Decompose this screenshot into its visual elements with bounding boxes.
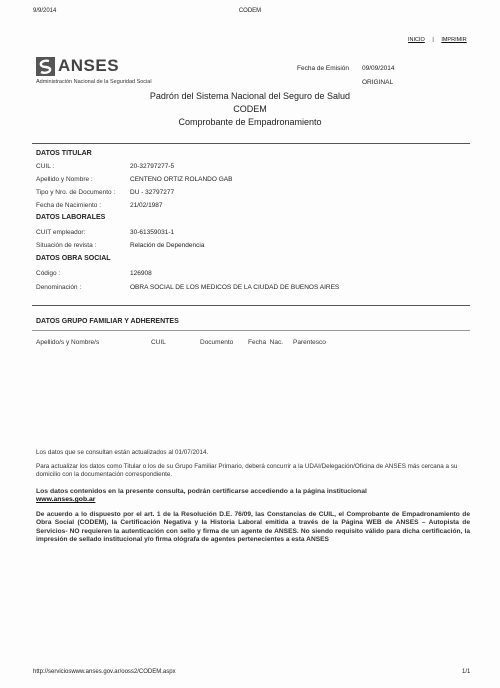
divider-familia	[32, 330, 470, 331]
situacion-label: Situación de revista :	[36, 242, 97, 249]
title-codem: CODEM	[233, 104, 267, 114]
note-certify-text: Los datos contenidos en la presente consulta, podrán certificarse accediendo a la página institucional	[36, 488, 367, 495]
cuit-value: 30-61359031-1	[130, 229, 175, 236]
anses-logo	[36, 57, 55, 81]
emission-label: Fecha de Emisión	[297, 65, 350, 72]
section-titular-heading: DATOS TITULAR	[36, 150, 92, 157]
col-documento: Documento	[200, 339, 234, 346]
note-updated: Los datos que se consultan están actualizados al 01/07/2014.	[36, 449, 209, 456]
section-obra-heading: DATOS OBRA SOCIAL	[36, 255, 111, 262]
col-nombre: Apellido/s y Nombre/s	[36, 339, 100, 346]
divider-middle	[32, 305, 470, 306]
cuit-label: CUIT empleador:	[36, 229, 86, 236]
col-cuil: CUIL	[151, 339, 166, 346]
denominacion-label: Denominación :	[36, 284, 82, 291]
note-legal: De acuerdo a lo dispuesto por el art. 1 de la Resolución D.E. 76/09, las Constancias de CUIL, el Comprobante de Empadronamiento de Obra Social (CODEM), la Certificación Negativa y la Historia Laboral emitida a través de la Página WEB de ANSES – Autopista de Servicios- NO requieren la autenticación con sello y firma de un agente de ANSES. No siendo requisito válido para dicha certificación, la impresión de sellado institucional y/o firma ológrafa de agentes pertenecientes a esta ANSES	[36, 511, 470, 544]
footer-page: 1/1	[462, 669, 471, 675]
codigo-value: 126908	[130, 270, 152, 277]
footer-url: http://servicioswww.anses.gov.ar/ooss2/CODEM.aspx	[33, 669, 176, 675]
title-padron: Padrón del Sistema Nacional del Seguro de Salud	[149, 91, 351, 101]
birthdate-value: 21/02/1987	[130, 202, 163, 209]
link-separator: |	[432, 37, 434, 43]
document-label: Tipo y Nro. de Documento :	[36, 189, 116, 196]
document-value: DU - 32797277	[130, 189, 175, 196]
print-title: CODEM	[238, 8, 262, 14]
anses-link[interactable]: www.anses.gob.ar	[36, 496, 96, 504]
section-familia-heading: DATOS GRUPO FAMILIAR Y ADHERENTES	[36, 318, 179, 325]
section-laborales-heading: DATOS LABORALES	[36, 214, 106, 221]
divider-top	[32, 143, 470, 144]
name-value: CENTENO ORTIZ ROLANDO GAB	[130, 176, 233, 183]
cuil-label: CUIL :	[36, 163, 55, 170]
inicio-link[interactable]: INICIO	[408, 37, 425, 43]
title-comprobante: Comprobante de Empadronamiento	[178, 117, 322, 127]
col-fecha-nac: Fecha Nac.	[248, 339, 284, 346]
top-links	[408, 37, 467, 43]
birthdate-label: Fecha de Nacimiento :	[36, 202, 102, 209]
imprimir-link[interactable]: IMPRIMIR	[441, 37, 467, 43]
note-update-instructions: Para actualizar los datos como Titular o los de su Grupo Familiar Primario, deberá concurrir a la UDAI/Delegación/Oficina de ANSES más cercana a su domicilio con la documentación correspondiente.	[36, 463, 458, 479]
denominacion-value: OBRA SOCIAL DE LOS MEDICOS DE LA CIUDAD DE BUENOS AIRES	[130, 284, 340, 291]
anses-logo-icon	[36, 57, 55, 76]
cuil-value: 20-32797277-5	[130, 163, 175, 170]
logo-text: ANSES	[58, 56, 120, 75]
situacion-value: Relación de Dependencia	[130, 242, 205, 249]
codigo-label: Código :	[36, 270, 61, 277]
col-parentesco: Parentesco	[293, 339, 326, 346]
original-label: ORIGINAL	[362, 79, 394, 86]
note-certify	[36, 488, 470, 505]
logo-subtitle: Administración Nacional de la Seguridad Social	[36, 79, 152, 85]
name-label: Apellido y Nombre :	[36, 176, 93, 183]
emission-date: 09/09/2014	[362, 65, 395, 72]
print-date: 9/9/2014	[33, 8, 57, 14]
